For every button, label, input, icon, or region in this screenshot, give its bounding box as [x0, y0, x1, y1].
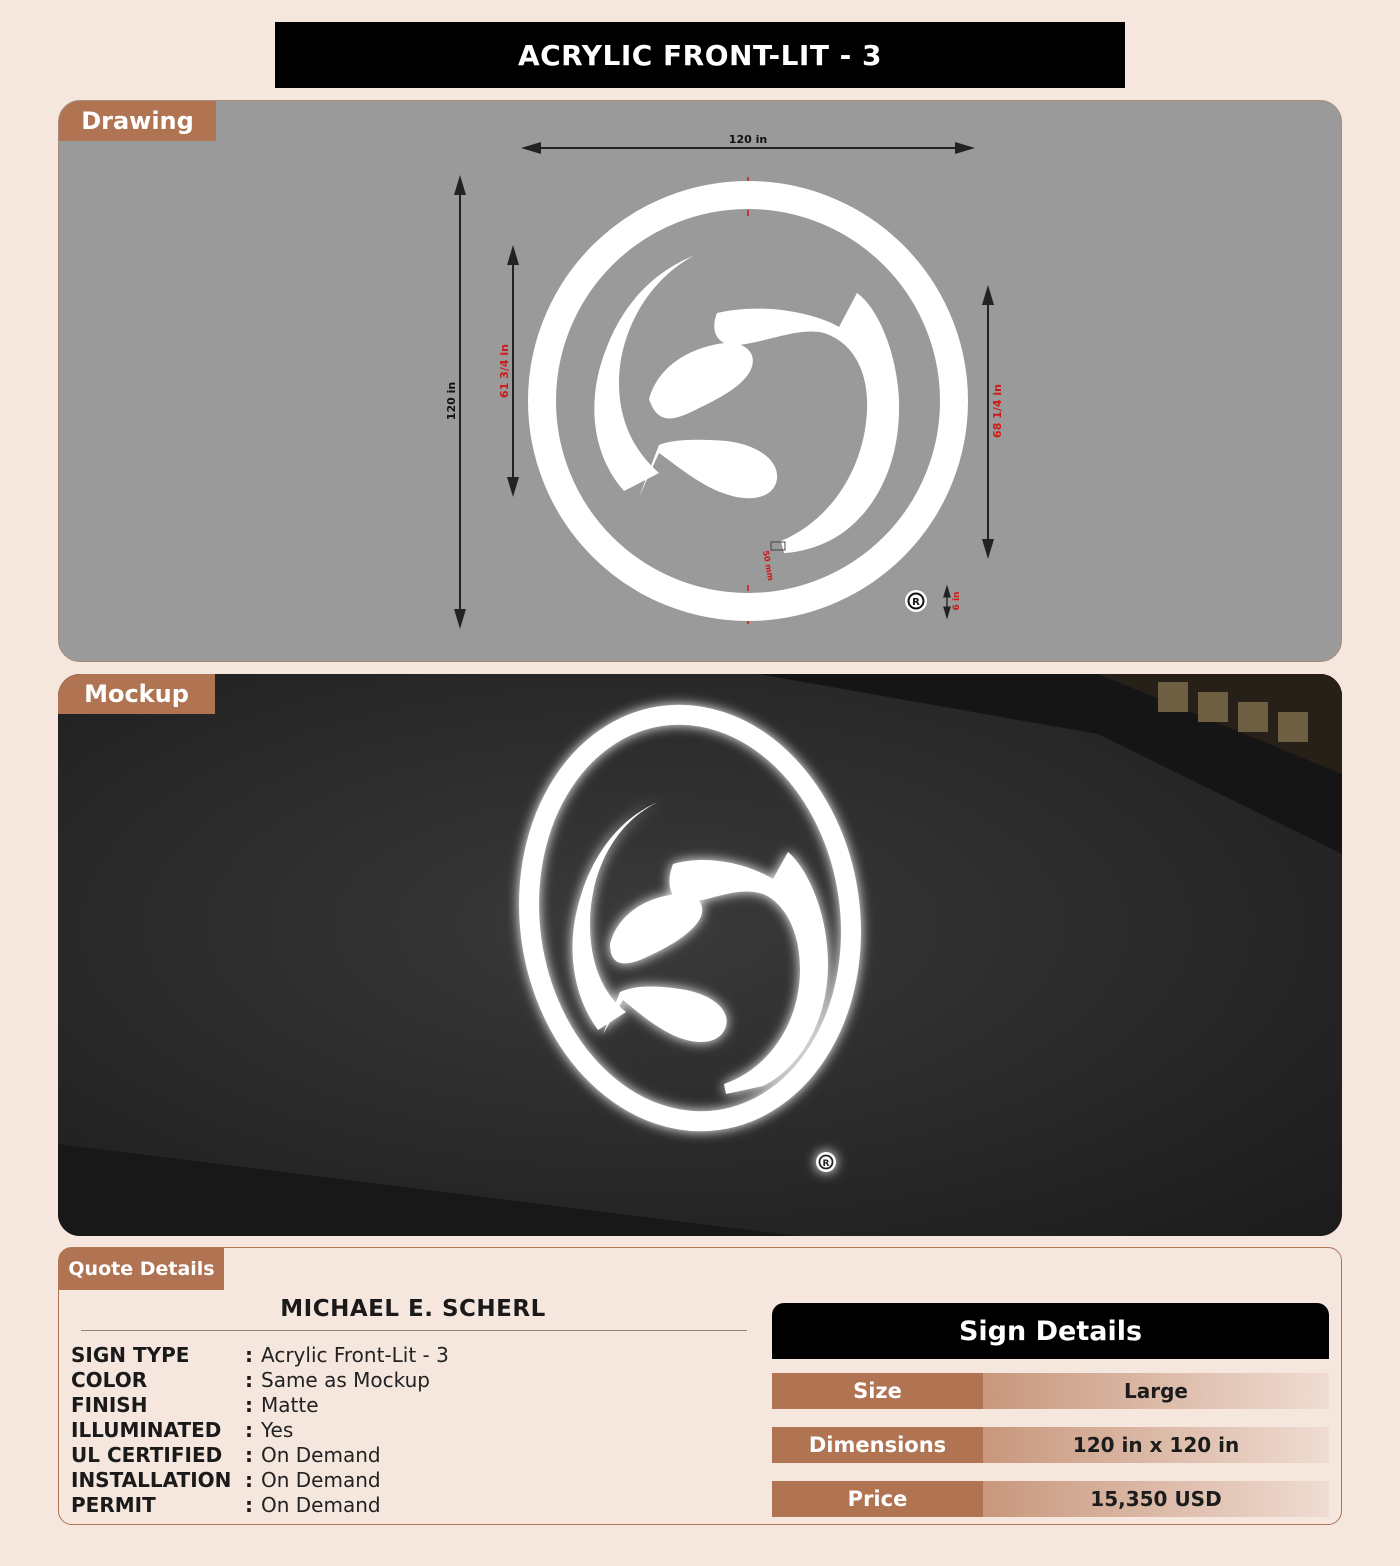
spec-list [71, 1342, 449, 1517]
right-height-dimension-label: 68 1/4 in [991, 384, 1004, 438]
spec-label: INSTALLATION [71, 1467, 232, 1492]
spec-row: INSTALLATION : On Demand [71, 1467, 381, 1492]
spec-value: Matte [261, 1392, 319, 1417]
price-value: 15,350 USD [983, 1481, 1329, 1517]
spec-row: UL CERTIFIED : On Demand [71, 1442, 381, 1467]
spec-label: UL CERTIFIED [71, 1442, 223, 1467]
quote-details-tab: Quote Details [59, 1248, 224, 1290]
drawing-tab: Drawing [59, 101, 216, 141]
width-dimension-label: 120 in [728, 133, 768, 146]
spec-value: On Demand [261, 1467, 381, 1492]
client-name: MICHAEL E. SCHERL [280, 1296, 546, 1322]
height-dimension-label: 120 in [445, 381, 458, 421]
spec-label: FINISH [71, 1392, 148, 1417]
mockup-panel [58, 674, 1342, 1236]
spec-value: Yes [261, 1417, 294, 1442]
spec-value: On Demand [261, 1442, 381, 1467]
spec-label: SIGN TYPE [71, 1342, 190, 1367]
client-divider [81, 1330, 747, 1331]
spec-label: ILLUMINATED [71, 1417, 222, 1442]
dimensions-label: Dimensions [772, 1427, 983, 1463]
spec-label: COLOR [71, 1367, 148, 1392]
spec-label: PERMIT [71, 1492, 156, 1517]
mockup-registered-letter: R [822, 1159, 830, 1169]
price-label: Price [772, 1481, 983, 1517]
spec-value: On Demand [261, 1492, 381, 1517]
page-title: ACRYLIC FRONT-LIT - 3 [275, 22, 1125, 88]
spec-value: Acrylic Front-Lit - 3 [261, 1342, 449, 1367]
spec-row: FINISH : Matte [71, 1392, 319, 1417]
dimensions-row [772, 1427, 1329, 1463]
drawing-panel [58, 100, 1342, 662]
quote-details-panel [58, 1247, 1342, 1525]
size-row [772, 1373, 1329, 1409]
spec-row: ILLUMINATED : Yes [71, 1417, 294, 1442]
spec-row: PERMIT : On Demand [71, 1492, 381, 1517]
dimensions-value: 120 in x 120 in [983, 1427, 1329, 1463]
registered-mark-letter: R [912, 597, 920, 608]
spec-value: Same as Mockup [261, 1367, 430, 1392]
stroke-dimension-label: 50 mm [761, 549, 776, 582]
size-label: Size [772, 1373, 983, 1409]
sign-details-header: Sign Details [772, 1303, 1329, 1359]
price-row [772, 1481, 1329, 1517]
mockup-photo [58, 674, 1342, 1236]
mockup-tab: Mockup [58, 674, 215, 714]
spec-row: SIGN TYPE : Acrylic Front-Lit - 3 [71, 1342, 449, 1367]
inner-height-dimension-label: 61 3/4 in [498, 344, 511, 398]
spec-row: COLOR : Same as Mockup [71, 1367, 430, 1392]
technical-drawing [59, 101, 1342, 662]
mark-dimension-label: 6 in [952, 591, 962, 611]
size-value: Large [983, 1373, 1329, 1409]
